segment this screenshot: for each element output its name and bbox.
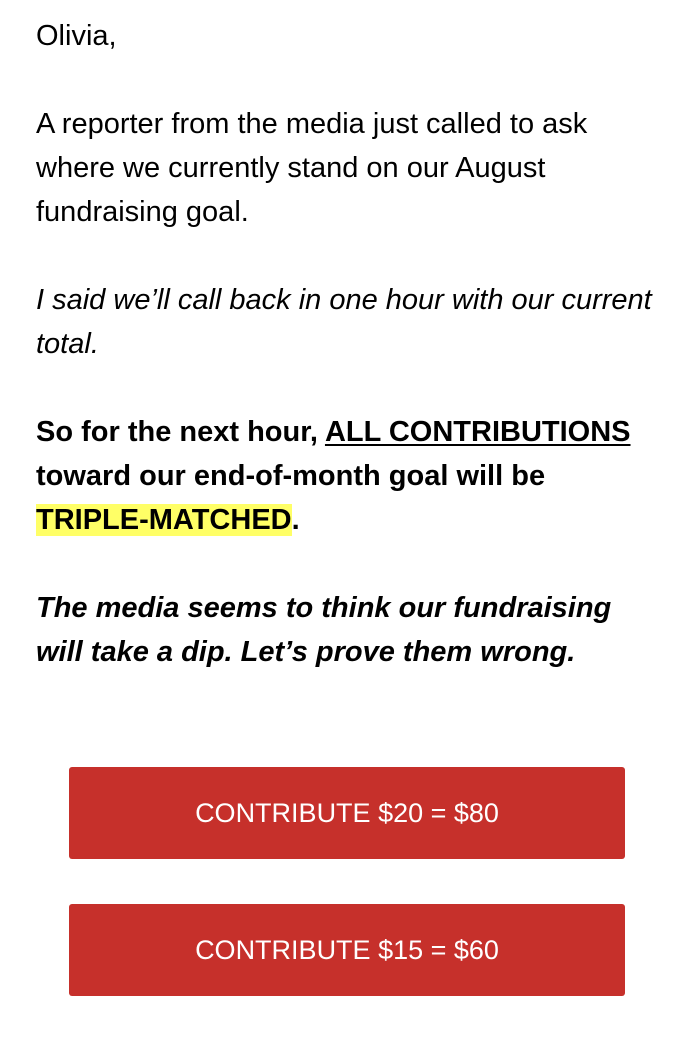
triple-match-text-part3: . — [291, 504, 300, 536]
triple-match-text-part1: So for the next hour, — [36, 416, 325, 448]
email-body — [36, 14, 656, 718]
triple-match-text-part2: toward our end-of-month goal will be — [36, 460, 546, 492]
paragraph-reporter-call: A reporter from the media just called to ask where we currently stand on our August fundraising goal. — [36, 108, 588, 228]
contribute-20-button[interactable]: CONTRIBUTE $20 = $80 — [69, 767, 625, 859]
paragraph-call-back: I said we’ll call back in one hour with our current total. — [36, 284, 652, 360]
contribute-15-button[interactable]: CONTRIBUTE $15 = $60 — [69, 904, 625, 996]
triple-matched-highlight: TRIPLE-MATCHED — [36, 504, 292, 536]
paragraph-prove-wrong: The media seems to think our fundraising will take a dip. Let’s prove them wrong. — [36, 592, 612, 668]
all-contributions-text: ALL CONTRIBUTIONS — [324, 416, 631, 448]
greeting: Olivia, — [36, 20, 117, 52]
contribute-buttons — [69, 767, 625, 1041]
paragraph-triple-match — [36, 410, 656, 542]
